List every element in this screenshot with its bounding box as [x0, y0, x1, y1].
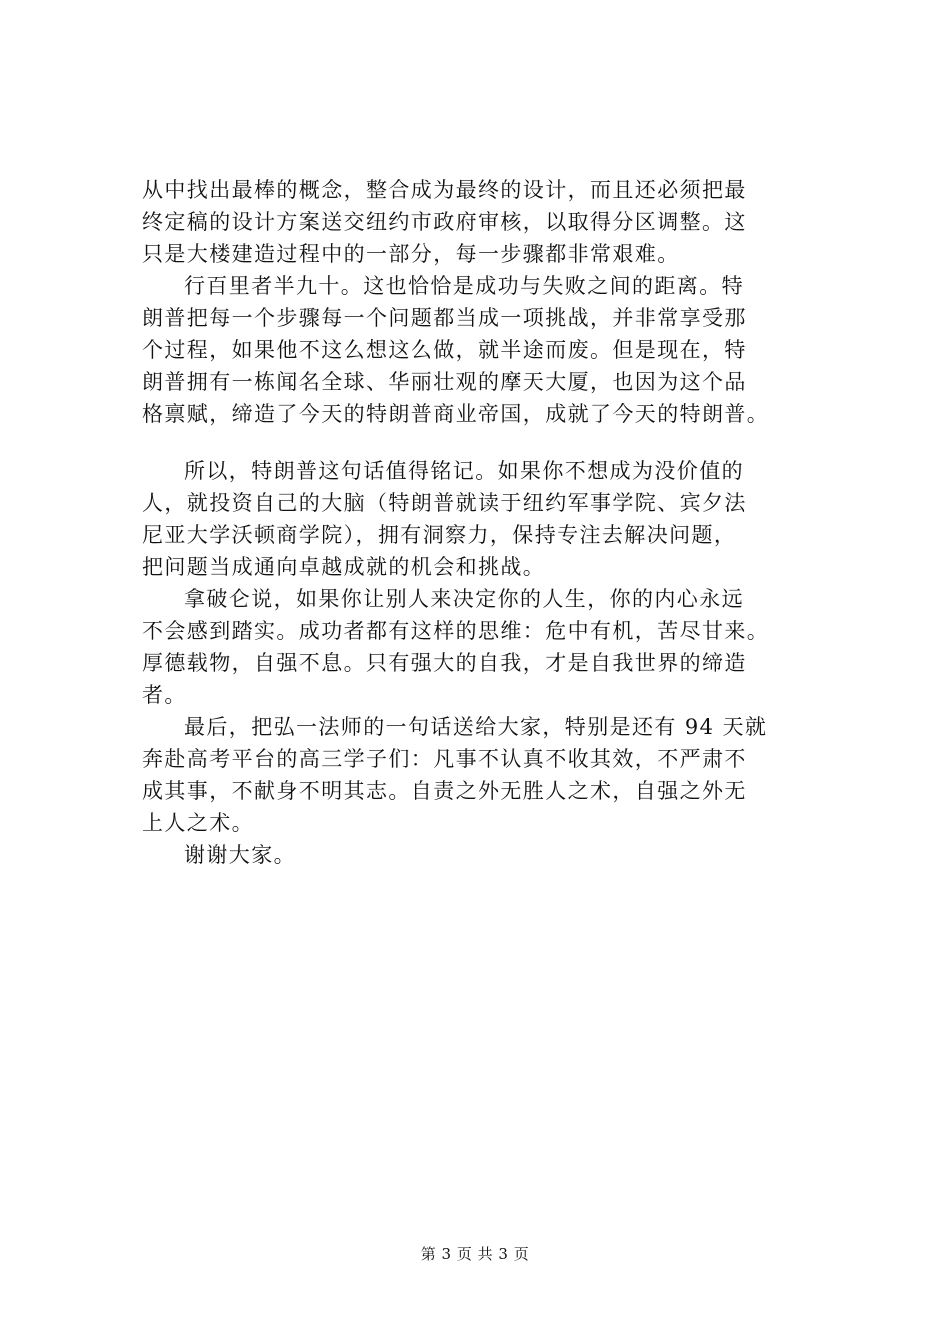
- text-line: 从中找出最棒的概念，整合成为最终的设计，而且还必须把最: [142, 178, 747, 202]
- page-number-label: 第 3 页 共 3 页: [420, 1245, 530, 1263]
- paragraph-start-line: 行百里者半九十。这也恰恰是成功与失败之间的距离。特: [184, 274, 744, 298]
- text-line: 不会感到踏实。成功者都有这样的思维：危中有机，苦尽甘来。: [142, 619, 770, 643]
- paragraph-start-line: 最后，把弘一法师的一句话送给大家，特别是还有 94 天就: [184, 715, 768, 739]
- text-line: 奔赴高考平台的高三学子们：凡事不认真不收其效，不严肃不: [142, 747, 747, 771]
- paragraph-start-line: 拿破仑说，如果你让别人来决定你的人生，你的内心永远: [184, 587, 744, 611]
- text-line: 厚德载物，自强不息。只有强大的自我，才是自我世界的缔造: [142, 651, 747, 675]
- text-line: 终定稿的设计方案送交纽约市政府审核，以取得分区调整。这: [142, 210, 747, 234]
- text-line: 只是大楼建造过程中的一部分，每一步骤都非常艰难。: [142, 242, 680, 266]
- text-line: 者。: [142, 683, 187, 707]
- document-body: [142, 174, 842, 871]
- text-line: 朗普拥有一栋闻名全球、华丽壮观的摩天大厦，也因为这个品: [142, 370, 747, 394]
- text-line: 人，就投资自己的大脑（特朗普就读于纽约军事学院、宾夕法: [142, 491, 747, 515]
- text-line: 成其事，不献身不明其志。自责之外无胜人之术，自强之外无: [142, 779, 747, 803]
- text-line: 上人之术。: [142, 811, 254, 835]
- text-line: 格禀赋，缔造了今天的特朗普商业帝国，成就了今天的特朗普。: [142, 402, 770, 426]
- paragraph-gap: [142, 430, 842, 455]
- text-line: 把问题当成通向卓越成就的机会和挑战。: [142, 555, 546, 579]
- text-line: 个过程，如果他不这么想这么做，就半途而废。但是现在，特: [142, 338, 747, 362]
- paragraph-start-line: 谢谢大家。: [184, 843, 296, 867]
- paragraph-start-line: 所以，特朗普这句话值得铭记。如果你不想成为没价值的: [184, 459, 744, 483]
- text-line: 朗普把每一个步骤每一个问题都当成一项挑战，并非常享受那: [142, 306, 747, 330]
- text-line: 尼亚大学沃顿商学院），拥有洞察力，保持专注去解决问题，: [142, 523, 737, 547]
- page-footer: [0, 1244, 950, 1264]
